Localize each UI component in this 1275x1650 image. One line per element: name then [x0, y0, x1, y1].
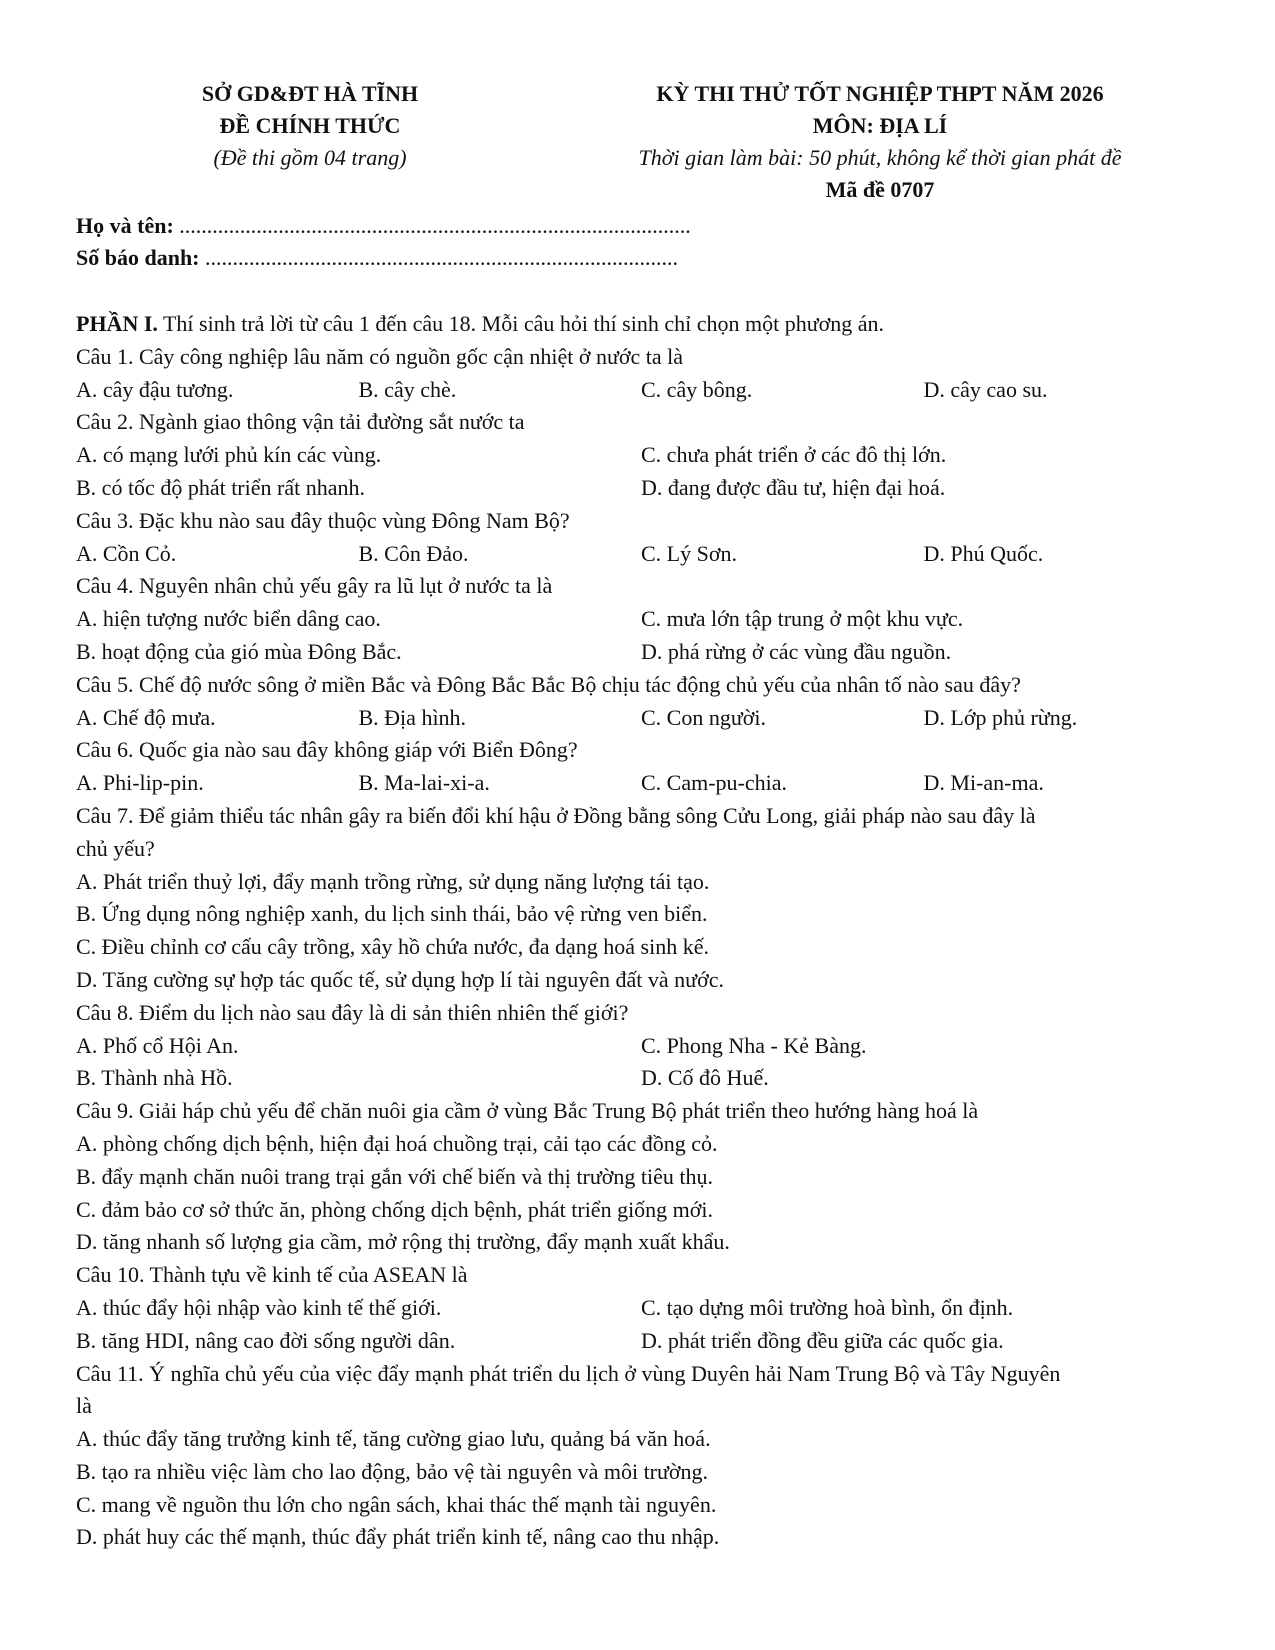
id-line: [76, 242, 691, 274]
option: B. tăng HDI, nâng cao đời sống người dân.: [76, 1327, 456, 1353]
question-stem: Câu 7. Để giảm thiểu tác nhân gây ra biến đổi khí hậu ở Đồng bằng sông Cửu Long, giải pháp nào sau đây là: [76, 802, 1036, 828]
option: D. phá rừng ở các vùng đầu nguồn.: [641, 638, 952, 664]
option: B. Thành nhà Hồ.: [76, 1065, 233, 1091]
part1-title: PHẦN I.: [76, 311, 158, 336]
exam-code: Mã đề 0707: [825, 177, 935, 202]
option: A. Chế độ mưa.: [76, 704, 216, 730]
official-status: ĐỀ CHÍNH THỨC: [219, 113, 401, 138]
options-row: [76, 374, 1206, 407]
option: B. Côn Đảo.: [358, 540, 469, 566]
option: C. Phong Nha - Kẻ Bàng.: [641, 1032, 867, 1058]
option: A. có mạng lưới phủ kín các vùng.: [76, 442, 382, 468]
id-blank: ......................................................................................: [199, 245, 679, 270]
option: D. phát huy các thế mạnh, thúc đẩy phát triển kinh tế, nâng cao thu nhập.: [76, 1524, 720, 1550]
department-name: SỞ GD&ĐT HÀ TĨNH: [201, 81, 419, 106]
part1-heading: [76, 308, 1206, 341]
option: C. cây bông.: [641, 376, 753, 402]
option: D. Lớp phủ rừng.: [923, 704, 1078, 730]
option: A. Phố cổ Hội An.: [76, 1032, 239, 1058]
part1-instruction: Thí sinh trả lời từ câu 1 đến câu 18. Mỗi câu hỏi thí sinh chỉ chọn một phương án.: [157, 311, 885, 336]
question-stem: Câu 8. Điểm du lịch nào sau đây là di sản thiên nhiên thế giới?: [76, 999, 629, 1025]
question-stem: Câu 6. Quốc gia nào sau đây không giáp với Biển Đông?: [76, 737, 578, 763]
options-row: [76, 538, 1206, 571]
name-blank: .............................................................................................: [173, 213, 691, 238]
option: A. Cồn Cỏ.: [76, 540, 177, 566]
option: C. mang về nguồn thu lớn cho ngân sách, khai thác thế mạnh tài nguyên.: [76, 1491, 717, 1517]
question-stem: Câu 9. Giải háp chủ yếu để chăn nuôi gia cầm ở vùng Bắc Trung Bộ phát triển theo hướng hàng hoá là: [76, 1098, 979, 1124]
option: B. cây chè.: [358, 376, 457, 402]
option: C. chưa phát triển ở các đô thị lớn.: [641, 442, 947, 468]
option: B. Ứng dụng nông nghiệp xanh, du lịch sinh thái, bảo vệ rừng ven biển.: [76, 901, 708, 927]
options-row: [76, 472, 1206, 505]
option: D. đang được đầu tư, hiện đại hoá.: [641, 474, 946, 500]
option: D. tăng nhanh số lượng gia cầm, mở rộng thị trường, đẩy mạnh xuất khẩu.: [76, 1229, 730, 1255]
option: B. hoạt động của gió mùa Đông Bắc.: [76, 638, 402, 664]
name-line: [76, 210, 691, 242]
options-row: [76, 767, 1206, 800]
subject-title: MÔN: ĐỊA LÍ: [812, 113, 948, 138]
student-info: [76, 210, 691, 274]
option: A. phòng chống dịch bệnh, hiện đại hoá chuồng trại, cải tạo các đồng cỏ.: [76, 1130, 718, 1156]
option: D. Mi-an-ma.: [923, 770, 1044, 796]
option: D. Cố đô Huế.: [641, 1065, 769, 1091]
question-stem: Câu 5. Chế độ nước sông ở miền Bắc và Đông Bắc Bắc Bộ chịu tác động chủ yếu của nhân tố nào sau đây?: [76, 671, 1021, 697]
option: A. thúc đẩy hội nhập vào kinh tế thế giới.: [76, 1294, 442, 1320]
option: C. đảm bảo cơ sở thức ăn, phòng chống dịch bệnh, phát triển giống mới.: [76, 1196, 714, 1222]
questions-body: [76, 308, 1206, 1554]
option: A. hiện tượng nước biển dâng cao.: [76, 606, 381, 632]
option: D. Tăng cường sự hợp tác quốc tế, sử dụng hợp lí tài nguyên đất và nước.: [76, 966, 724, 992]
question-stem: Câu 4. Nguyên nhân chủ yếu gây ra lũ lụt ở nước ta là: [76, 573, 553, 599]
option: B. đẩy mạnh chăn nuôi trang trại gắn với chế biến và thị trường tiêu thụ.: [76, 1163, 713, 1189]
option: C. mưa lớn tập trung ở một khu vực.: [641, 606, 964, 632]
question-stem: Câu 1. Cây công nghiệp lâu năm có nguồn gốc cận nhiệt ở nước ta là: [76, 343, 684, 369]
options-row: [76, 439, 1206, 472]
options-row: [76, 1292, 1206, 1325]
header-left: [130, 78, 490, 174]
option: C. Con người.: [641, 704, 767, 730]
header-right: [570, 78, 1190, 206]
option: A. Phi-lip-pin.: [76, 770, 204, 796]
option: D. Phú Quốc.: [923, 540, 1044, 566]
option: D. phát triển đồng đều giữa các quốc gia.: [641, 1327, 1004, 1353]
options-row: [76, 1062, 1206, 1095]
option: A. thúc đẩy tăng trưởng kinh tế, tăng cường giao lưu, quảng bá văn hoá.: [76, 1426, 711, 1452]
name-label: Họ và tên:: [76, 213, 174, 238]
options-row: [76, 603, 1206, 636]
option: B. Địa hình.: [358, 704, 467, 730]
option: B. Ma-lai-xi-a.: [358, 770, 490, 796]
question-stem-continued: chủ yếu?: [76, 835, 155, 861]
option: B. có tốc độ phát triển rất nhanh.: [76, 474, 365, 500]
option: A. cây đậu tương.: [76, 376, 234, 402]
time-limit: Thời gian làm bài: 50 phút, không kể thời gian phát đề: [638, 145, 1122, 170]
question-stem-continued: là: [76, 1393, 92, 1419]
options-row: [76, 1325, 1206, 1358]
option: C. tạo dựng môi trường hoà bình, ổn định.: [641, 1294, 1014, 1320]
option: A. Phát triển thuỷ lợi, đẩy mạnh trồng rừng, sử dụng năng lượng tái tạo.: [76, 868, 710, 894]
question-stem: Câu 10. Thành tựu về kinh tế của ASEAN là: [76, 1262, 468, 1288]
option: C. Lý Sơn.: [641, 540, 737, 566]
question-stem: Câu 11. Ý nghĩa chủ yếu của việc đẩy mạnh phát triển du lịch ở vùng Duyên hải Nam Trung Bộ và Tây Nguyên: [76, 1360, 1061, 1386]
options-row: [76, 702, 1206, 735]
options-row: [76, 1030, 1206, 1063]
option: C. Cam-pu-chia.: [641, 770, 788, 796]
question-stem: Câu 2. Ngành giao thông vận tải đường sắt nước ta: [76, 409, 525, 435]
option: C. Điều chỉnh cơ cấu cây trồng, xây hồ chứa nước, đa dạng hoá sinh kế.: [76, 934, 709, 960]
id-label: Số báo danh:: [76, 245, 200, 270]
question-stem: Câu 3. Đặc khu nào sau đây thuộc vùng Đông Nam Bộ?: [76, 507, 570, 533]
option: D. cây cao su.: [923, 376, 1048, 402]
option: B. tạo ra nhiều việc làm cho lao động, bảo vệ tài nguyên và môi trường.: [76, 1458, 709, 1484]
options-row: [76, 636, 1206, 669]
exam-title: KỲ THI THỬ TỐT NGHIỆP THPT NĂM 2026: [656, 81, 1104, 106]
page-count: (Đề thi gồm 04 trang): [213, 145, 407, 170]
